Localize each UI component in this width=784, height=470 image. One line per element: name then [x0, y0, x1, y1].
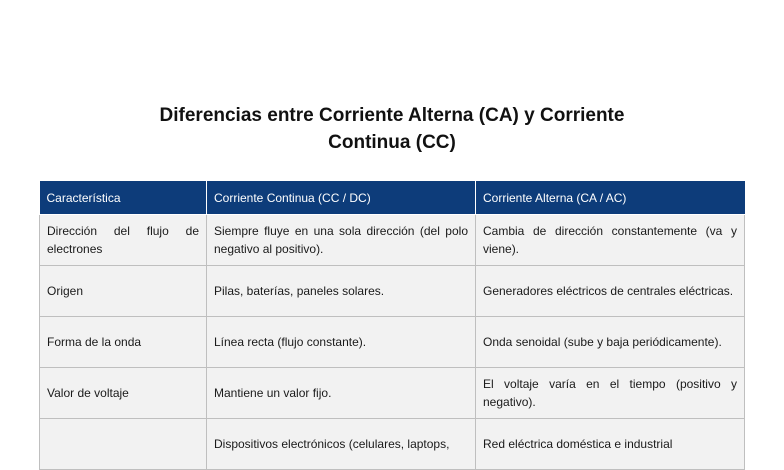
table-row	[40, 368, 745, 419]
header-direct-current: Corriente Continua (CC / DC)	[207, 181, 476, 215]
cell-characteristic: Valor de voltaje	[40, 368, 207, 419]
table-header-row	[40, 181, 745, 215]
header-characteristic: Característica	[40, 181, 207, 215]
cell-alternating-current: Red eléctrica doméstica e industrial	[476, 419, 745, 470]
cell-characteristic: Forma de la onda	[40, 317, 207, 368]
cell-characteristic: Origen	[40, 266, 207, 317]
cell-alternating-current: Cambia de dirección constantemente (va y viene).	[476, 215, 745, 266]
table-row	[40, 419, 745, 470]
cell-characteristic: Dirección del flujo de electrones	[40, 215, 207, 266]
page-title	[92, 102, 692, 156]
cell-alternating-current: Generadores eléctricos de centrales eléctricas.	[476, 266, 745, 317]
table-row	[40, 215, 745, 266]
table-row	[40, 317, 745, 368]
cell-direct-current: Dispositivos electrónicos (celulares, laptops,	[207, 419, 476, 470]
cell-alternating-current: Onda senoidal (sube y baja periódicamente).	[476, 317, 745, 368]
cell-direct-current: Línea recta (flujo constante).	[207, 317, 476, 368]
cell-alternating-current: El voltaje varía en el tiempo (positivo y negativo).	[476, 368, 745, 419]
table-row	[40, 266, 745, 317]
cell-direct-current: Mantiene un valor fijo.	[207, 368, 476, 419]
header-alternating-current: Corriente Alterna (CA / AC)	[476, 181, 745, 215]
cell-direct-current: Pilas, baterías, paneles solares.	[207, 266, 476, 317]
cell-characteristic	[40, 419, 207, 470]
comparison-table	[39, 181, 745, 470]
title-line-1: Diferencias entre Corriente Alterna (CA) y Corriente	[159, 105, 625, 126]
title-line-2: Continua (CC)	[328, 132, 456, 153]
cell-direct-current: Siempre fluye en una sola dirección (del polo negativo al positivo).	[207, 215, 476, 266]
